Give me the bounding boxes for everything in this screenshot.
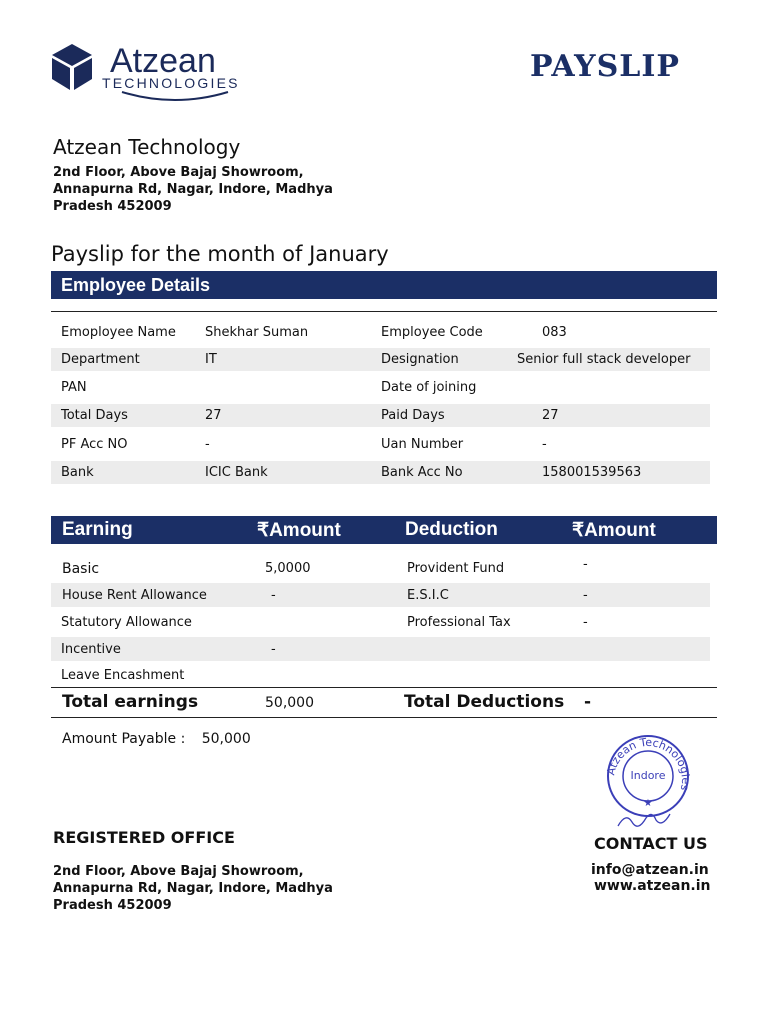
earnings-header-bar bbox=[51, 516, 717, 544]
earning-row: Leave Encashment bbox=[61, 668, 185, 683]
document-title: PAYSLIP bbox=[530, 49, 680, 84]
registered-office-address: 2nd Floor, Above Bajaj Showroom, Annapurna Rd, Nagar, Indore, Madhya Pradesh 452009 bbox=[53, 864, 333, 913]
earning-row: Statutory Allowance Professional Tax - bbox=[61, 615, 588, 630]
registered-office-heading: REGISTERED OFFICE bbox=[53, 828, 235, 847]
company-logo bbox=[52, 44, 252, 104]
total-earnings-value: 50,000 bbox=[265, 695, 314, 711]
svg-text:Indore: Indore bbox=[630, 769, 666, 782]
deduction-header: Deduction bbox=[405, 519, 498, 540]
logo-swoosh bbox=[120, 90, 230, 104]
logo-name: Atzean bbox=[110, 42, 216, 80]
contact-heading: CONTACT US bbox=[594, 834, 708, 853]
total-deductions-label: Total Deductions bbox=[404, 692, 565, 712]
logo-subtitle: TECHNOLOGIES bbox=[102, 75, 240, 91]
contact-website[interactable]: www.atzean.in bbox=[594, 878, 711, 894]
employee-row: PAN Date of joining bbox=[61, 380, 477, 395]
amount-payable bbox=[62, 731, 251, 747]
svg-text:Atzean Technologies: Atzean Technologies bbox=[604, 735, 693, 792]
totals-bottom-line bbox=[51, 717, 717, 718]
employee-row: Total Days 27 Paid Days 27 bbox=[51, 404, 710, 427]
contact-email[interactable]: info@atzean.in bbox=[591, 862, 709, 878]
cube-logo-icon bbox=[52, 44, 92, 90]
employee-row: Bank ICIC Bank Bank Acc No 158001539563 bbox=[51, 461, 710, 484]
employee-details-bar bbox=[51, 271, 717, 299]
employee-row: Department IT Designation Senior full stack developer bbox=[51, 348, 710, 371]
employee-row: Emoployee Name Shekhar Suman Employee Code 083 bbox=[61, 325, 567, 340]
amount-payable-label: Amount Payable : bbox=[62, 731, 186, 747]
company-stamp bbox=[598, 730, 698, 830]
deduction-amount-header: ₹Amount bbox=[572, 520, 656, 541]
totals-top-line bbox=[51, 687, 717, 688]
month-heading: Payslip for the month of January bbox=[51, 242, 389, 266]
earning-row: House Rent Allowance - E.S.I.C - bbox=[51, 583, 710, 607]
divider bbox=[51, 311, 717, 312]
company-name: Atzean Technology bbox=[53, 135, 241, 159]
amount-payable-value: 50,000 bbox=[201, 731, 251, 747]
earning-row: Incentive - bbox=[51, 637, 710, 661]
earning-row: Basic 5,0000 Provident Fund - bbox=[62, 557, 588, 577]
totals-row bbox=[51, 690, 717, 716]
employee-details-title: Employee Details bbox=[61, 275, 211, 295]
employee-row: PF Acc NO - Uan Number - bbox=[61, 437, 547, 452]
company-address: 2nd Floor, Above Bajaj Showroom, Annapurna Rd, Nagar, Indore, Madhya Pradesh 452009 bbox=[53, 165, 333, 214]
svg-text:★: ★ bbox=[643, 798, 653, 809]
total-earnings-label: Total earnings bbox=[62, 692, 199, 712]
total-deductions-value: - bbox=[584, 692, 592, 712]
earning-amount-header: ₹Amount bbox=[257, 520, 341, 541]
earning-header: Earning bbox=[62, 519, 133, 540]
